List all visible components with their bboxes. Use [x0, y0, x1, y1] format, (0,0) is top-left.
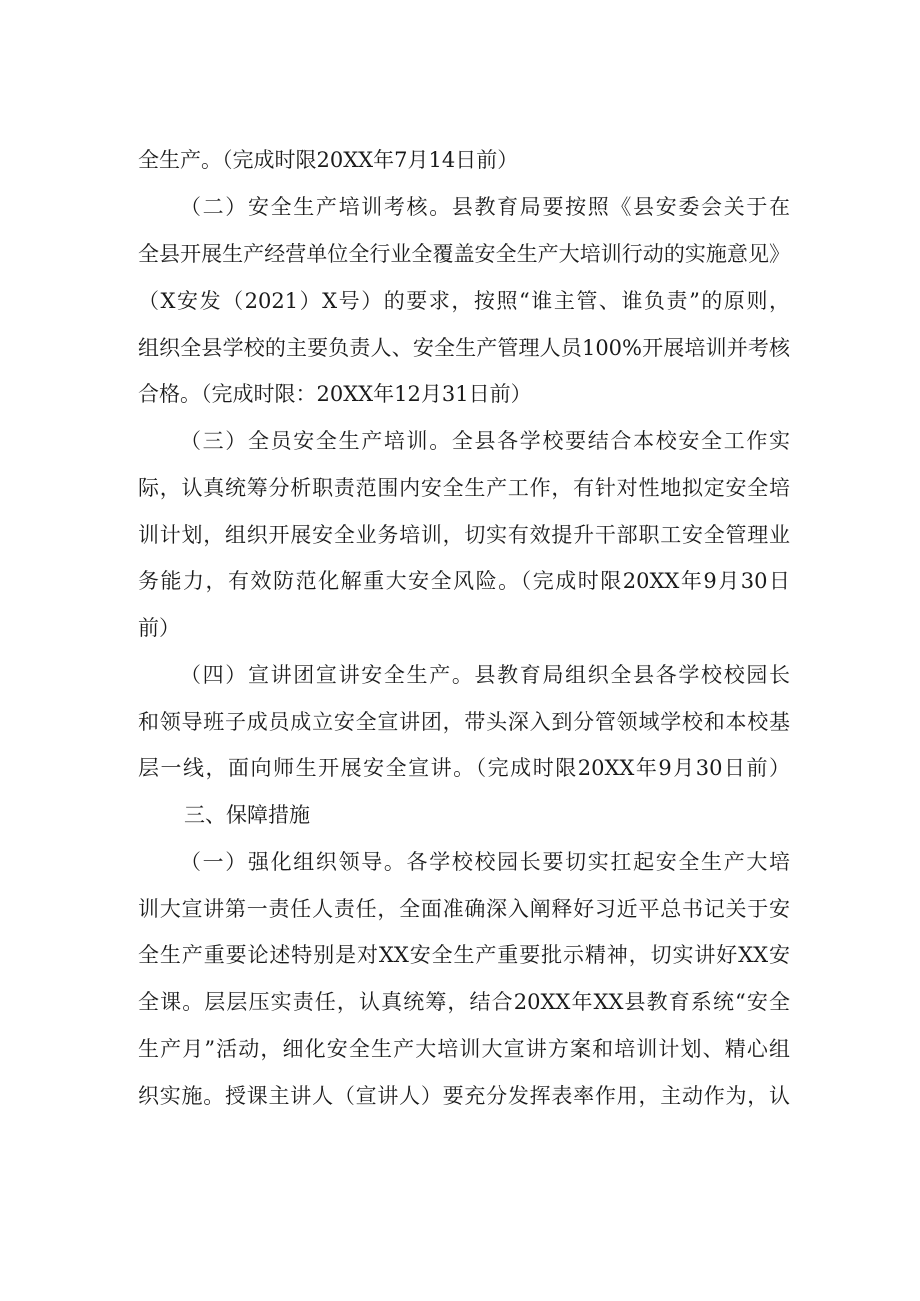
text-line: 织实施。授课主讲人（宣讲人）要充分发挥表率作用，主动作为，认 [138, 1084, 790, 1108]
paragraph-heading-3: （三）全员安全生产培训。全县各学校要结合本校安全工作实 [180, 429, 790, 453]
text-line: 务能力，有效防范化解重大安全风险。（完成时限20XX年9月30日 [138, 569, 790, 593]
text-line: （X安发（2021）X号）的要求，按照“谁主管、谁负责”的原则， [138, 289, 790, 313]
text-line: 全县开展生产经营单位全行业全覆盖安全生产大培训行动的实施意见》 [138, 242, 790, 266]
section-title: 三、保障措施 [184, 803, 310, 827]
text-line: 合格。（完成时限：20XX年12月31日前） [138, 382, 532, 406]
text-line: 全生产重要论述特别是对XX安全生产重要批示精神，切实讲好XX安 [138, 943, 790, 967]
text-line: 和领导班子成员成立安全宣讲团，带头深入到分管领域学校和本校基 [138, 710, 790, 734]
text-line: 全生产。（完成时限20XX年7月14日前） [138, 148, 519, 172]
paragraph-heading-2: （二）安全生产培训考核。县教育局要按照《县安委会关于在 [180, 195, 790, 219]
paragraph-heading-1: （一）强化组织领导。各学校校园长要切实扛起安全生产大培 [180, 850, 790, 874]
text-line: 训计划，组织开展安全业务培训，切实有效提升干部职工安全管理业 [138, 523, 790, 547]
text-line: 全课。层层压实责任，认真统筹，结合20XX年XX县教育系统“安全 [138, 990, 790, 1014]
text-line: 生产月”活动，细化安全生产大培训大宣讲方案和培训计划、精心组 [138, 1037, 790, 1061]
text-line: 层一线，面向师生开展安全宣讲。（完成时限20XX年9月30日前） [138, 756, 790, 780]
paragraph-heading-4: （四）宣讲团宣讲安全生产。县教育局组织全县各学校校园长 [180, 663, 790, 687]
text-line: 前） [138, 616, 180, 640]
text-line: 际，认真统筹分析职责范围内安全生产工作，有针对性地拟定安全培 [138, 476, 790, 500]
text-line: 训大宣讲第一责任人责任，全面准确深入阐释好习近平总书记关于安 [138, 897, 790, 921]
text-line: 组织全县学校的主要负责人、安全生产管理人员100%开展培训并考核 [138, 336, 790, 360]
